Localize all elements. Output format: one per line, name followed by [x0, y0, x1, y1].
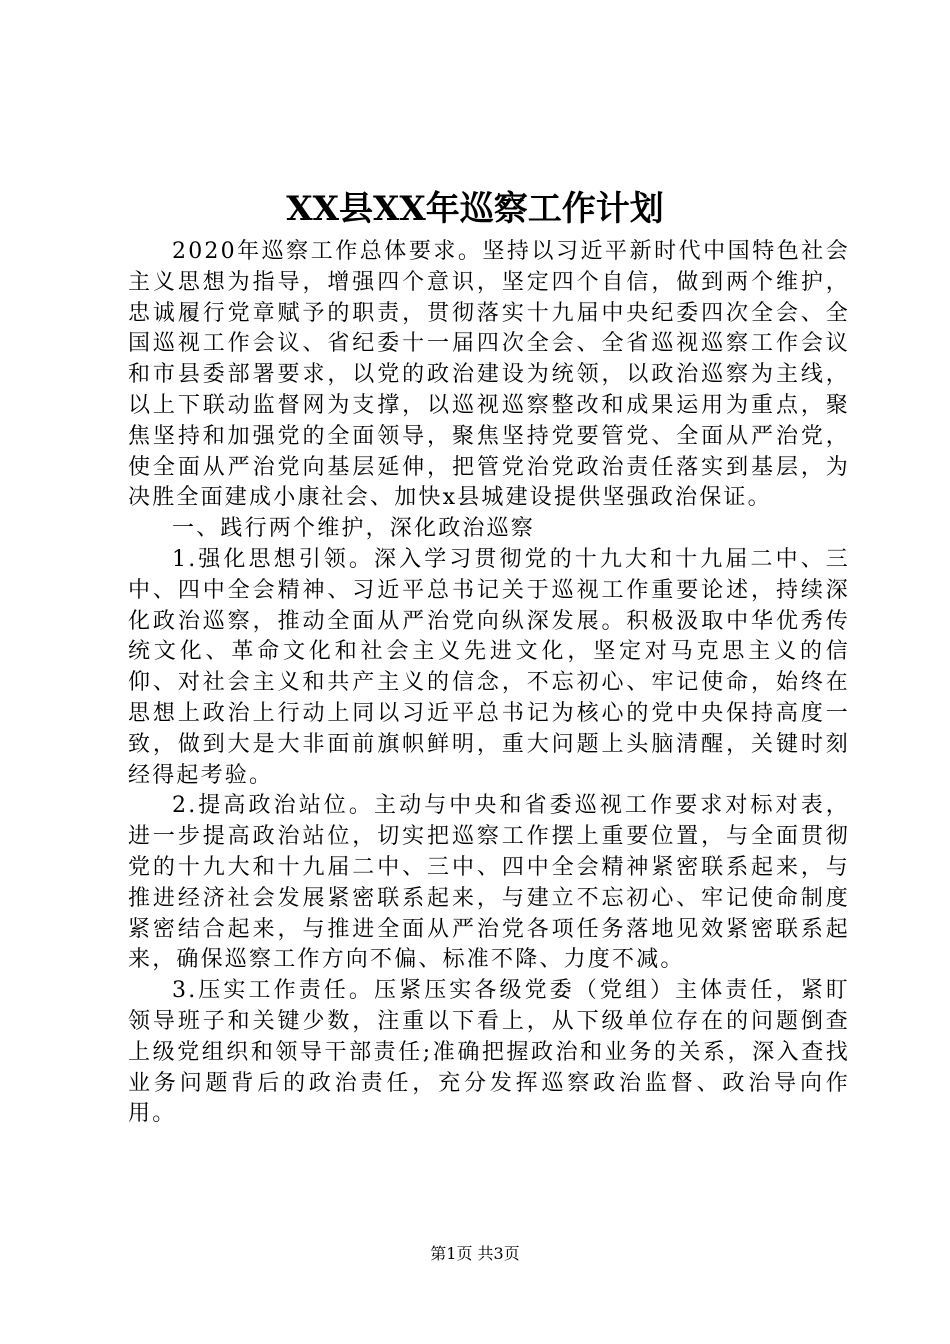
document-title: XX县XX年巡察工作计划	[286, 189, 664, 229]
page-number-footer: 第1页 共3页	[430, 1244, 520, 1263]
paragraph-item-3: 3.压实工作责任。压紧压实各级党委（党组）主体责任，紧盯领导班子和关键少数，注重以下看上，从下级单位存在的问题倒查上级党组织和领导干部责任;准确把握政治和业务的关系，深入查找业务问题背后的政治责任，充分发挥巡察政治监督、政治导向作用。	[128, 978, 850, 1127]
section-heading-1: 一、践行两个维护，深化政治巡察	[172, 516, 536, 542]
paragraph-item-2: 2.提高政治站位。主动与中央和省委巡视工作要求对标对表，进一步提高政治站位，切实把巡察工作摆上重要位置，与全面贯彻党的十九大和十九届二中、三中、四中全会精神紧密联系起来，与推进经济社会发展紧密联系起来，与建立不忘初心、牢记使命制度紧密结合起来，与推进全面从严治党各项任务落地见效紧密联系起来，确保巡察工作方向不偏、标准不降、力度不减。	[128, 793, 850, 973]
paragraph-overall-requirements: 2020年巡察工作总体要求。坚持以习近平新时代中国特色社会主义思想为指导，增强四个意识，坚定四个自信，做到两个维护，忠诚履行党章赋予的职责，贯彻落实十九届中央纪委四次全会、全国巡视工作会议、省纪委十一届四次全会、全省巡视巡察工作会议和市县委部署要求，以党的政治建设为统领，以政治巡察为主线，以上下联动监督网为支撑，以巡视巡察整改和成果运用为重点，聚焦坚持和加强党的全面领导，聚焦坚持党要管党、全面从严治党，使全面从严治党向基层延伸，把管党治党政治责任落实到基层，为决胜全面建成小康社会、加快x县城建设提供坚强政治保证。	[128, 239, 850, 511]
paragraph-item-1: 1.强化思想引领。深入学习贯彻党的十九大和十九届二中、三中、四中全会精神、习近平总书记关于巡视工作重要论述，持续深化政治巡察，推动全面从严治党向纵深发展。积极汲取中华优秀传统文化、革命文化和社会主义先进文化，坚定对马克思主义的信仰、对社会主义和共产主义的信念，不忘初心、牢记使命，始终在思想上政治上行动上同以习近平总书记为核心的党中央保持高度一致，做到大是大非面前旗帜鲜明，重大问题上头脑清醒，关键时刻经得起考验。	[128, 546, 850, 788]
document-body	[128, 237, 850, 1130]
